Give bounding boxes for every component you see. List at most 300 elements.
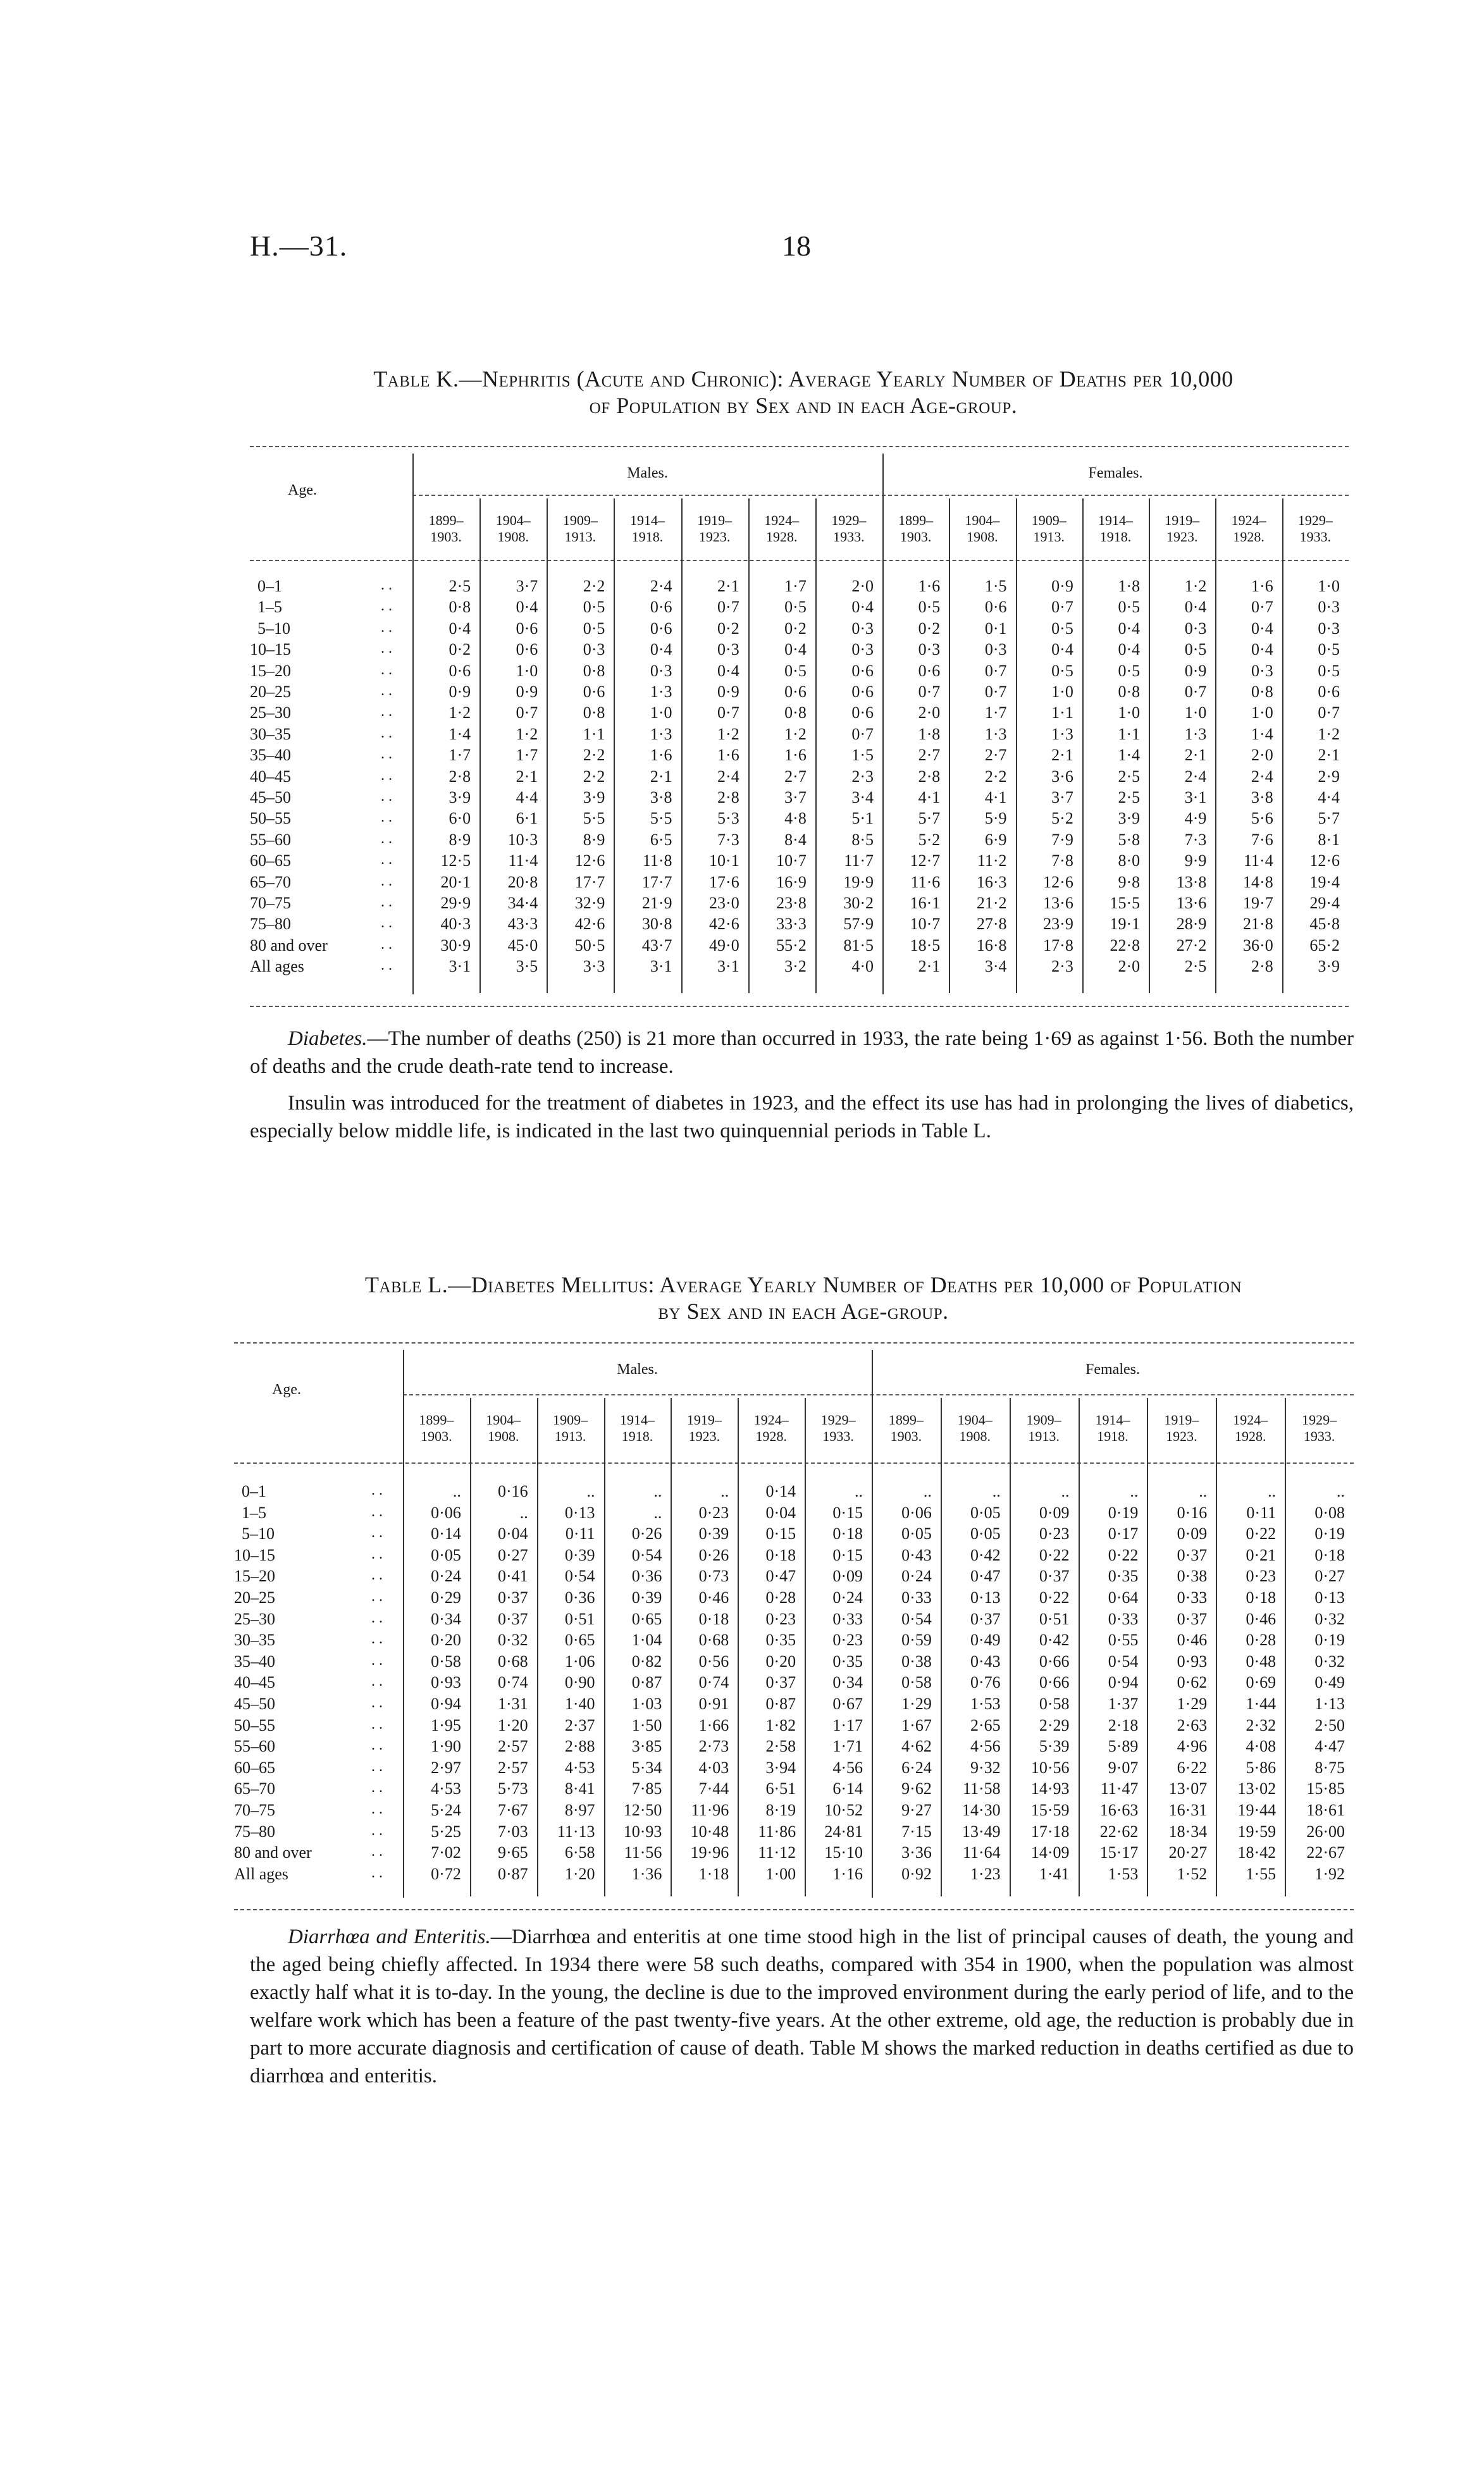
period-end: 1933. xyxy=(1303,1428,1335,1444)
males-rate-cell: 7·02 xyxy=(431,1843,461,1862)
females-rate-cell: 0·7 xyxy=(1251,598,1273,617)
females-rate-cell: 11·58 xyxy=(962,1779,1001,1798)
period-end: 1928. xyxy=(766,529,798,545)
males-rate-cell: 1·20 xyxy=(498,1716,528,1734)
running-head: H.—31. xyxy=(250,230,348,262)
females-rate-cell: 9·9 xyxy=(1184,851,1207,870)
males-rate-cell: 3·85 xyxy=(631,1737,662,1756)
males-rate-cell: 24·81 xyxy=(824,1822,863,1841)
row-age-label: 80 and over xyxy=(250,936,328,955)
males-rate-cell: 23·0 xyxy=(709,894,739,912)
leader-dots: . . xyxy=(371,1482,383,1499)
top-rule xyxy=(250,446,1349,447)
males-rate-cell: 0·7 xyxy=(717,598,739,617)
females-rate-cell: 0·05 xyxy=(970,1524,1001,1543)
period-end: 1908. xyxy=(488,1428,519,1444)
females-rate-cell: 0·58 xyxy=(901,1673,932,1692)
females-rate-cell: 0·33 xyxy=(901,1588,932,1607)
males-rate-cell: .. xyxy=(720,1482,729,1500)
period-end: 1923. xyxy=(698,529,731,545)
males-rate-cell: .. xyxy=(452,1482,461,1500)
males-rate-cell: 0·87 xyxy=(498,1864,528,1883)
male-period-header xyxy=(614,512,681,545)
males-rate-cell: 8·5 xyxy=(851,830,874,849)
females-rate-cell: 2·1 xyxy=(1051,746,1073,765)
males-rate-cell: 0·15 xyxy=(765,1524,796,1543)
females-rate-cell: 1·0 xyxy=(1251,703,1273,722)
males-rate-cell: 0·6 xyxy=(650,619,672,638)
females-rate-cell: 0·49 xyxy=(970,1631,1001,1650)
males-rate-cell: 30·8 xyxy=(641,915,672,934)
males-rate-cell: 1·66 xyxy=(698,1716,729,1734)
females-rate-cell: 16·8 xyxy=(976,936,1007,955)
males-rate-cell: 2·7 xyxy=(784,767,807,786)
period-end: 1923. xyxy=(1166,1428,1197,1444)
row-age-label: 35–40 xyxy=(250,746,291,765)
period-end: 1903. xyxy=(421,1428,452,1444)
period-start: 1929– xyxy=(831,512,867,528)
females-rate-cell: 0·5 xyxy=(1318,640,1340,659)
period-end: 1918. xyxy=(631,529,664,545)
females-rate-cell: 11·64 xyxy=(962,1843,1001,1862)
leader-dots: . . xyxy=(371,1737,383,1754)
row-age-label: 80 and over xyxy=(234,1843,312,1862)
males-rate-cell: 43·3 xyxy=(507,915,538,934)
females-rate-cell: 0·3 xyxy=(1318,598,1340,617)
females-rate-cell: 2·18 xyxy=(1108,1716,1139,1734)
females-rate-cell: 2·8 xyxy=(1251,957,1273,976)
females-rate-cell: .. xyxy=(992,1482,1001,1500)
period-end: 1918. xyxy=(1099,529,1132,545)
males-rate-cell: 0·54 xyxy=(631,1545,662,1564)
males-rate-cell: .. xyxy=(586,1482,595,1500)
leader-dots: . . xyxy=(371,1801,383,1817)
females-rate-cell: 1·3 xyxy=(1051,724,1073,743)
females-rate-cell: 0·3 xyxy=(918,640,941,659)
females-rate-cell: 1·3 xyxy=(1184,724,1207,743)
females-rate-cell: 0·93 xyxy=(1177,1652,1208,1671)
males-rate-cell: 2·37 xyxy=(564,1716,595,1734)
males-rate-cell: 1·3 xyxy=(650,683,672,701)
females-rate-cell: 5·7 xyxy=(918,809,941,828)
period-end: 1908. xyxy=(497,529,529,545)
females-rate-cell: 19·59 xyxy=(1237,1822,1277,1841)
females-rate-cell: 12·6 xyxy=(1043,872,1073,891)
males-rate-cell: 0·7 xyxy=(516,703,538,722)
females-rate-cell: 0·3 xyxy=(1251,661,1273,680)
females-rate-cell: 0·4 xyxy=(1184,598,1207,617)
male-period-header xyxy=(537,1412,604,1445)
females-rate-cell: 0·42 xyxy=(970,1545,1001,1564)
females-rate-cell: 3·9 xyxy=(1118,809,1141,828)
females-rate-cell: 6·24 xyxy=(901,1758,932,1777)
period-start: 1899– xyxy=(428,512,464,528)
period-start: 1904– xyxy=(957,1412,992,1428)
leader-dots: . . xyxy=(371,1822,383,1839)
females-rate-cell: 22·8 xyxy=(1110,936,1141,955)
males-rate-cell: 0·26 xyxy=(698,1545,729,1564)
males-rate-cell: 1·17 xyxy=(832,1716,863,1734)
females-rate-cell: .. xyxy=(1268,1482,1277,1500)
males-rate-cell: 20·1 xyxy=(440,872,471,891)
males-rate-cell: 29·9 xyxy=(440,894,471,912)
females-rate-cell: 5·8 xyxy=(1118,830,1141,849)
females-rate-cell: 10·7 xyxy=(910,915,941,934)
males-rate-cell: 0·11 xyxy=(565,1524,595,1543)
males-rate-cell: 0·28 xyxy=(765,1588,796,1607)
females-rate-cell: 2·4 xyxy=(1184,767,1207,786)
males-rate-cell: 17·7 xyxy=(574,872,605,891)
females-rate-cell: 23·9 xyxy=(1043,915,1073,934)
period-start: 1924– xyxy=(1231,512,1266,528)
males-rate-cell: 1·6 xyxy=(650,746,672,765)
females-rate-cell: 16·63 xyxy=(1099,1801,1139,1819)
females-rate-cell: 0·7 xyxy=(1184,683,1207,701)
row-age-label: 75–80 xyxy=(234,1822,275,1841)
males-rate-cell: 5·73 xyxy=(498,1779,528,1798)
row-age-label: 1–5 xyxy=(242,1503,266,1522)
males-rate-cell: 0·24 xyxy=(431,1567,461,1586)
females-rate-cell: 0·5 xyxy=(1051,661,1073,680)
females-rate-cell: 0·6 xyxy=(918,661,941,680)
leader-dots: . . xyxy=(381,872,392,889)
row-age-label: 70–75 xyxy=(250,894,291,912)
row-age-label: 25–30 xyxy=(250,703,291,722)
leader-dots: . . xyxy=(371,1567,383,1584)
females-rate-cell: 1·3 xyxy=(984,724,1007,743)
male-period-header xyxy=(412,512,479,545)
females-rate-cell: 11·2 xyxy=(977,851,1007,870)
females-rate-cell: 6·9 xyxy=(984,830,1007,849)
males-rate-cell: 1·20 xyxy=(564,1864,595,1883)
females-rate-cell: 0·69 xyxy=(1246,1673,1277,1692)
female-period-header xyxy=(1010,1412,1079,1445)
males-rate-cell: 1·50 xyxy=(631,1716,662,1734)
males-rate-cell: 0·65 xyxy=(631,1609,662,1628)
females-rate-cell: 0·22 xyxy=(1246,1524,1277,1543)
period-start: 1919– xyxy=(686,1412,722,1428)
males-rate-cell: 12·50 xyxy=(623,1801,662,1819)
female-period-header xyxy=(1016,512,1082,545)
males-rate-cell: 0·05 xyxy=(431,1545,461,1564)
row-age-label: 45–50 xyxy=(234,1695,275,1713)
male-period-header xyxy=(403,1412,470,1445)
row-age-label: 25–30 xyxy=(234,1609,275,1628)
females-rate-cell: 16·31 xyxy=(1168,1801,1208,1819)
males-rate-cell: 55·2 xyxy=(776,936,807,955)
males-rate-cell: 7·3 xyxy=(717,830,739,849)
males-rate-cell: 3·2 xyxy=(784,957,807,976)
header-rule xyxy=(234,1462,1354,1464)
males-rate-cell: 1·4 xyxy=(448,724,471,743)
leader-dots: . . xyxy=(371,1758,383,1775)
males-rate-cell: 11·96 xyxy=(691,1801,729,1819)
females-rate-cell: 0·22 xyxy=(1108,1545,1139,1564)
period-end: 1928. xyxy=(755,1428,787,1444)
females-rate-cell: 11·6 xyxy=(910,872,941,891)
leader-dots: . . xyxy=(381,809,392,826)
females-rate-cell: 2·3 xyxy=(1051,957,1073,976)
females-rate-cell: 2·5 xyxy=(1118,788,1141,807)
females-rate-cell: 2·2 xyxy=(984,767,1007,786)
females-rate-cell: 5·2 xyxy=(1051,809,1073,828)
males-rate-cell: 5·34 xyxy=(631,1758,662,1777)
male-period-header xyxy=(815,512,882,545)
males-rate-cell: 43·7 xyxy=(641,936,672,955)
females-rate-cell: 13·6 xyxy=(1176,894,1207,912)
diabetes-section xyxy=(250,1025,1354,1145)
females-rate-cell: 0·46 xyxy=(1177,1631,1208,1650)
females-rate-cell: 0·66 xyxy=(1039,1673,1070,1692)
males-rate-cell: 0·9 xyxy=(516,683,538,701)
females-rate-cell: 65·2 xyxy=(1309,936,1340,955)
males-rate-cell: 0·06 xyxy=(431,1503,461,1522)
males-rate-cell: 4·4 xyxy=(516,788,538,807)
females-rate-cell: 1·13 xyxy=(1314,1695,1345,1713)
males-rate-cell: 0·4 xyxy=(448,619,471,638)
males-rate-cell: 42·6 xyxy=(574,915,605,934)
males-rate-cell: 3·1 xyxy=(448,957,471,976)
males-rate-cell: 3·5 xyxy=(516,957,538,976)
period-start: 1909– xyxy=(1031,512,1067,528)
males-rate-cell: 0·20 xyxy=(431,1631,461,1650)
males-rate-cell: 3·1 xyxy=(650,957,672,976)
females-rate-cell: 1·37 xyxy=(1108,1695,1139,1713)
females-rate-cell: 2·7 xyxy=(918,746,941,765)
males-rate-cell: 0·8 xyxy=(448,598,471,617)
males-rate-cell: 3·7 xyxy=(784,788,807,807)
females-rate-cell: 0·4 xyxy=(1118,640,1141,659)
females-rate-cell: 0·19 xyxy=(1314,1631,1345,1650)
females-rate-cell: 0·9 xyxy=(1051,577,1073,595)
females-rate-cell: 0·33 xyxy=(1177,1588,1208,1607)
females-rate-cell: 22·67 xyxy=(1306,1843,1345,1862)
males-rate-cell: 2·1 xyxy=(717,577,739,595)
females-rate-cell: 0·27 xyxy=(1314,1567,1345,1586)
period-end: 1913. xyxy=(564,529,597,545)
row-age-label: 0–1 xyxy=(242,1482,266,1500)
leader-dots: . . xyxy=(381,724,392,741)
males-rate-cell: 81·5 xyxy=(843,936,874,955)
females-rate-cell: 14·09 xyxy=(1030,1843,1070,1862)
females-rate-cell: 0·21 xyxy=(1246,1545,1277,1564)
diabetes-paragraph-1 xyxy=(250,1025,1354,1080)
females-rate-cell: 0·37 xyxy=(1039,1567,1070,1586)
top-rule xyxy=(234,1342,1354,1344)
females-rate-cell: 1·0 xyxy=(1184,703,1207,722)
males-rate-cell: 2·97 xyxy=(431,1758,461,1777)
period-end: 1928. xyxy=(1234,1428,1266,1444)
males-rate-cell: 1·2 xyxy=(516,724,538,743)
leader-dots: . . xyxy=(371,1588,383,1605)
diarrhoea-text: —Diarrhœa and enteritis at one time stood high in the list of principal causes of death, the young and the aged being chiefly affected. In 1934 there were 58 such deaths, compared with 354 in 1900, when the population was almost exactly half what it is to-day. In the young, the decline is due to the improved environment during the early period of life, and to the welfare work which has been a feature of the past twenty-five years. At the other extreme, old age, the reduction is probably due in part to more accurate diagnosis and certification of cause of death. Table M shows the marked reduction in deaths certified as due to diarrhœa and enteritis. xyxy=(250,1926,1354,2087)
females-rate-cell: 14·8 xyxy=(1243,872,1273,891)
row-age-label: 55–60 xyxy=(234,1737,275,1756)
males-rate-cell: 0·6 xyxy=(448,661,471,680)
males-rate-cell: 1·6 xyxy=(717,746,739,765)
females-rate-cell: 0·2 xyxy=(918,619,941,638)
male-period-header xyxy=(479,512,547,545)
females-rate-cell: 0·66 xyxy=(1039,1652,1070,1671)
males-rate-cell: 0·6 xyxy=(851,703,874,722)
males-rate-cell: 11·86 xyxy=(758,1822,796,1841)
females-rate-cell: 3·4 xyxy=(984,957,1007,976)
females-rate-cell: 2·32 xyxy=(1246,1716,1277,1734)
males-rate-cell: 1·95 xyxy=(431,1716,461,1734)
males-rate-cell: 0·18 xyxy=(832,1524,863,1543)
females-rate-cell: 45·8 xyxy=(1309,915,1340,934)
leader-dots: . . xyxy=(371,1545,383,1562)
females-rate-cell: 14·93 xyxy=(1030,1779,1070,1798)
females-rate-cell: 0·1 xyxy=(984,619,1007,638)
males-rate-cell: 16·9 xyxy=(776,872,807,891)
males-rate-cell: 8·41 xyxy=(564,1779,595,1798)
females-rate-cell: 0·7 xyxy=(984,683,1007,701)
females-rate-cell: 1·5 xyxy=(984,577,1007,595)
males-rate-cell: 0·04 xyxy=(765,1503,796,1522)
males-rate-cell: 8·9 xyxy=(583,830,605,849)
females-rate-cell: 8·1 xyxy=(1318,830,1340,849)
females-rate-cell: 0·23 xyxy=(1246,1567,1277,1586)
table-k-title-line1: Table K.—Nephritis (Acute and Chronic): Average Yearly Number of Deaths per 10,000 xyxy=(373,366,1234,392)
leader-dots: . . xyxy=(371,1843,383,1860)
females-rate-cell: 3·8 xyxy=(1251,788,1273,807)
males-rate-cell: 0·3 xyxy=(851,619,874,638)
males-rate-cell: 3·94 xyxy=(765,1758,796,1777)
females-rate-cell: 5·2 xyxy=(918,830,941,849)
females-rate-cell: 18·5 xyxy=(910,936,941,955)
females-rate-cell: 0·5 xyxy=(1184,640,1207,659)
males-rate-cell: 0·65 xyxy=(564,1631,595,1650)
period-start: 1929– xyxy=(1297,512,1333,528)
males-rate-cell: 0·6 xyxy=(851,661,874,680)
females-rate-cell: 0·23 xyxy=(1039,1524,1070,1543)
row-age-label: 40–45 xyxy=(234,1673,275,1692)
females-rate-cell: 0·8 xyxy=(1118,683,1141,701)
females-header: Females. xyxy=(1085,1361,1140,1378)
males-rate-cell: 11·13 xyxy=(557,1822,595,1841)
female-period-header xyxy=(1079,1412,1147,1445)
males-rate-cell: 30·2 xyxy=(843,894,874,912)
females-rate-cell: 1·0 xyxy=(1051,683,1073,701)
males-rate-cell: 5·5 xyxy=(650,809,672,828)
males-rate-cell: 0·14 xyxy=(431,1524,461,1543)
males-rate-cell: 4·8 xyxy=(784,809,807,828)
period-end: 1903. xyxy=(890,1428,922,1444)
males-rate-cell: 0·4 xyxy=(650,640,672,659)
males-rate-cell: 1·3 xyxy=(650,724,672,743)
period-end: 1903. xyxy=(900,529,932,545)
females-rate-cell: 9·32 xyxy=(970,1758,1001,1777)
males-rate-cell: 2·73 xyxy=(698,1737,729,1756)
male-period-header xyxy=(805,1412,872,1445)
females-rate-cell: 18·34 xyxy=(1168,1822,1208,1841)
males-rate-cell: 50·5 xyxy=(574,936,605,955)
males-rate-cell: 1·2 xyxy=(784,724,807,743)
males-rate-cell: 0·13 xyxy=(564,1503,595,1522)
males-rate-cell: 2·8 xyxy=(448,767,471,786)
males-rate-cell: 0·36 xyxy=(631,1567,662,1586)
females-rate-cell: 16·1 xyxy=(910,894,941,912)
males-rate-cell: 45·0 xyxy=(507,936,538,955)
females-rate-cell: 5·9 xyxy=(984,809,1007,828)
females-rate-cell: 21·8 xyxy=(1243,915,1273,934)
females-rate-cell: 0·6 xyxy=(984,598,1007,617)
row-age-label: 15–20 xyxy=(234,1567,275,1586)
row-age-label: 70–75 xyxy=(234,1801,275,1819)
females-rate-cell: 0·38 xyxy=(901,1652,932,1671)
males-rate-cell: 8·4 xyxy=(784,830,807,849)
period-start: 1899– xyxy=(898,512,934,528)
females-rate-cell: 0·37 xyxy=(1177,1545,1208,1564)
males-rate-cell: 6·58 xyxy=(564,1843,595,1862)
males-rate-cell: 0·68 xyxy=(698,1631,729,1650)
female-period-header xyxy=(1147,1412,1216,1445)
males-rate-cell: 0·41 xyxy=(498,1567,528,1586)
females-rate-cell: 15·59 xyxy=(1030,1801,1070,1819)
females-rate-cell: 1·0 xyxy=(1318,577,1340,595)
females-rate-cell: .. xyxy=(1061,1482,1070,1500)
females-rate-cell: 0·43 xyxy=(970,1652,1001,1671)
males-rate-cell: 0·5 xyxy=(784,598,807,617)
females-rate-cell: 0·7 xyxy=(1051,598,1073,617)
males-rate-cell: 0·87 xyxy=(631,1673,662,1692)
period-end: 1928. xyxy=(1233,529,1264,545)
diarrhoea-lead: Diarrhœa and Enteritis. xyxy=(288,1926,491,1948)
females-rate-cell: 0·7 xyxy=(918,683,941,701)
males-rate-cell: 10·1 xyxy=(709,851,739,870)
period-end: 1908. xyxy=(959,1428,991,1444)
males-rate-cell: 2·4 xyxy=(717,767,739,786)
females-rate-cell: 0·16 xyxy=(1177,1503,1208,1522)
males-rate-cell: 2·5 xyxy=(448,577,471,595)
row-age-label: 40–45 xyxy=(250,767,291,786)
row-age-label: 10–15 xyxy=(250,640,291,659)
males-rate-cell: 6·1 xyxy=(516,809,538,828)
females-rate-cell: 21·2 xyxy=(976,894,1007,912)
period-start: 1929– xyxy=(820,1412,856,1428)
females-rate-cell: 13·49 xyxy=(962,1822,1001,1841)
males-rate-cell: 0·34 xyxy=(832,1673,863,1692)
males-rate-cell: 2·4 xyxy=(650,577,672,595)
females-rate-cell: 0·5 xyxy=(1051,619,1073,638)
females-rate-cell: 0·9 xyxy=(1184,661,1207,680)
row-age-label: 55–60 xyxy=(250,830,291,849)
males-rate-cell: 0·5 xyxy=(583,619,605,638)
females-rate-cell: 0·48 xyxy=(1246,1652,1277,1671)
males-rate-cell: 0·16 xyxy=(498,1482,528,1500)
males-rate-cell: 32·9 xyxy=(574,894,605,912)
females-rate-cell: 13·8 xyxy=(1176,872,1207,891)
females-rate-cell: 0·37 xyxy=(1177,1609,1208,1628)
females-rate-cell: 1·53 xyxy=(1108,1864,1139,1883)
table-l-title-line1: Table L.—Diabetes Mellitus: Average Yearly Number of Deaths per 10,000 of Population xyxy=(364,1272,1242,1297)
males-rate-cell: 0·46 xyxy=(698,1588,729,1607)
males-rate-cell: .. xyxy=(653,1503,662,1522)
males-rate-cell: 57·9 xyxy=(843,915,874,934)
females-rate-cell: .. xyxy=(1130,1482,1139,1500)
females-rate-cell: 1·8 xyxy=(1118,577,1141,595)
period-start: 1914– xyxy=(1095,1412,1130,1428)
row-age-label: 0–1 xyxy=(257,577,282,595)
males-rate-cell: 1·36 xyxy=(631,1864,662,1883)
females-rate-cell: 0·92 xyxy=(901,1864,932,1883)
females-rate-cell: 5·39 xyxy=(1039,1737,1070,1756)
males-rate-cell: 2·57 xyxy=(498,1737,528,1756)
female-period-header xyxy=(872,1412,941,1445)
males-rate-cell: 1·18 xyxy=(698,1864,729,1883)
males-rate-cell: 7·44 xyxy=(698,1779,729,1798)
